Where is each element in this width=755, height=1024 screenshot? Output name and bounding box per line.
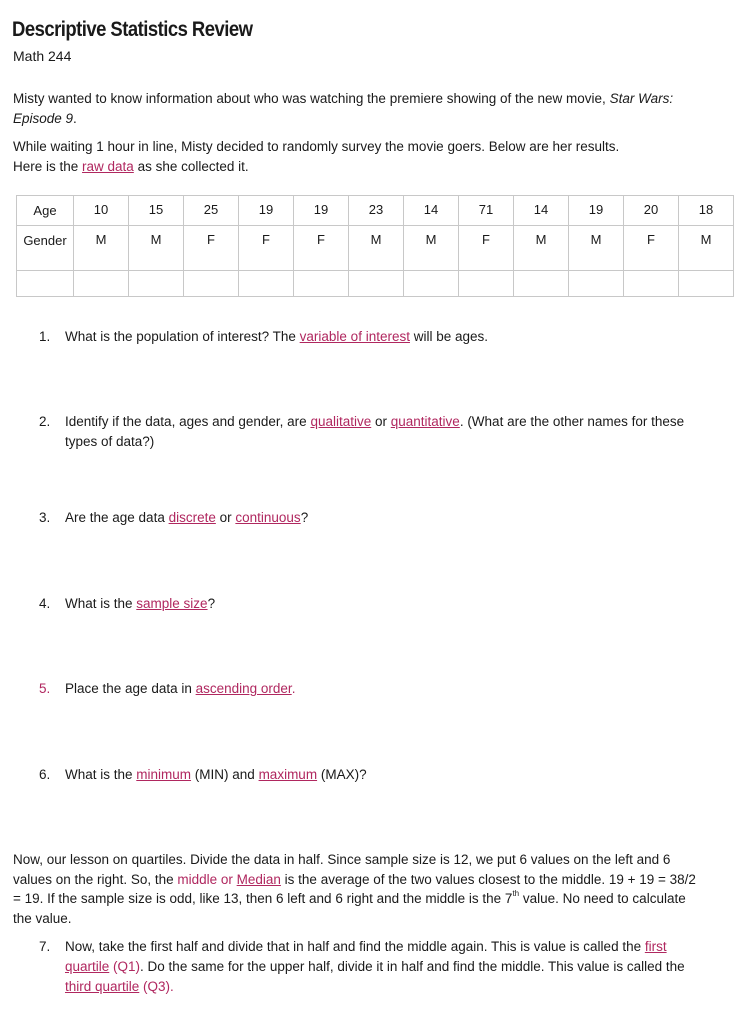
empty-cell bbox=[239, 271, 294, 297]
raw-data-link[interactable]: raw data bbox=[82, 158, 134, 174]
gender-cell: F bbox=[239, 226, 294, 271]
gender-cell: M bbox=[404, 226, 459, 271]
quartiles-text: is the average of the two values closest to the middle. 19 + 19 = 38/2 = 19. If the sample size is odd, like 13, then 6 left and 6 right and the middle is the 7 bbox=[13, 871, 696, 906]
middle-text: middle or bbox=[177, 871, 237, 887]
age-cell: 14 bbox=[404, 196, 459, 226]
question-text: Identify if the data, ages and gender, are bbox=[65, 414, 311, 429]
gender-cell: M bbox=[349, 226, 404, 271]
question-text: or bbox=[215, 510, 236, 525]
question-6 bbox=[39, 765, 699, 785]
gender-cell: F bbox=[624, 226, 679, 271]
empty-cell bbox=[129, 271, 184, 297]
question-text: (MIN) and bbox=[191, 767, 259, 782]
discrete-link[interactable]: discrete bbox=[168, 510, 216, 525]
age-cell: 25 bbox=[184, 196, 239, 226]
intro-paragraph bbox=[13, 89, 713, 128]
intro2-prefix: Here is the bbox=[13, 158, 83, 174]
variable-of-interest-link[interactable]: variable of interest bbox=[299, 329, 410, 344]
question-text: (MAX)? bbox=[317, 767, 367, 782]
question-4 bbox=[39, 594, 699, 614]
quantitative-link[interactable]: quantitative bbox=[390, 414, 460, 429]
age-cell: 20 bbox=[624, 196, 679, 226]
age-cell: 15 bbox=[129, 196, 184, 226]
intro-text: Misty wanted to know information about who was watching the premiere showing of the new movie, bbox=[13, 91, 610, 106]
question-text: Are the age data bbox=[65, 510, 169, 525]
q3-label: (Q3). bbox=[139, 979, 174, 994]
question-text: What is the population of interest? The bbox=[65, 329, 300, 344]
gender-cell: M bbox=[679, 226, 734, 271]
question-text: ? bbox=[207, 596, 216, 611]
median-link[interactable]: Median bbox=[236, 871, 281, 887]
gender-cell: M bbox=[74, 226, 129, 271]
question-number: 2. bbox=[39, 414, 51, 429]
age-label: Age bbox=[17, 196, 74, 226]
question-7 bbox=[39, 937, 699, 997]
age-cell: 19 bbox=[294, 196, 349, 226]
question-text: or bbox=[371, 414, 391, 429]
gender-label: Gender bbox=[17, 226, 74, 271]
movie-title: Star Wars: Episode 9 bbox=[13, 91, 674, 126]
empty-cell bbox=[404, 271, 459, 297]
question-number: 4. bbox=[39, 596, 51, 611]
question-text: ? bbox=[300, 510, 309, 525]
quartiles-text: value. No need to calculate the value. bbox=[13, 891, 686, 926]
ascending-order-link[interactable]: ascending order bbox=[195, 681, 292, 696]
question-number: 6. bbox=[39, 767, 51, 782]
empty-cell bbox=[74, 271, 129, 297]
course-name: Math 244 bbox=[13, 48, 72, 64]
question-5 bbox=[39, 679, 699, 699]
empty-cell bbox=[679, 271, 734, 297]
empty-cell bbox=[514, 271, 569, 297]
question-number: 1. bbox=[39, 329, 51, 344]
intro2-suffix: as she collected it. bbox=[133, 158, 249, 174]
age-cell: 19 bbox=[239, 196, 294, 226]
question-2 bbox=[39, 412, 699, 451]
page-title: Descriptive Statistics Review bbox=[12, 18, 253, 41]
superscript: th bbox=[512, 889, 520, 898]
question-text: will be ages. bbox=[409, 329, 489, 344]
age-cell: 18 bbox=[679, 196, 734, 226]
age-cell: 23 bbox=[349, 196, 404, 226]
first-quartile-link[interactable]: first quartile bbox=[65, 939, 667, 974]
age-cell: 71 bbox=[459, 196, 514, 226]
raw-data-table bbox=[16, 195, 734, 297]
question-number: 5. bbox=[39, 681, 51, 696]
empty-cell bbox=[184, 271, 239, 297]
question-3 bbox=[39, 508, 699, 528]
empty-cell bbox=[349, 271, 404, 297]
age-cell: 19 bbox=[569, 196, 624, 226]
third-quartile-link[interactable]: third quartile bbox=[65, 979, 140, 994]
question-text: Place the age data in bbox=[65, 681, 196, 696]
table-row-gender bbox=[17, 226, 734, 271]
question-text: . (What are the other names for these types of data?) bbox=[65, 414, 685, 449]
question-number: 7. bbox=[39, 939, 51, 954]
gender-cell: F bbox=[459, 226, 514, 271]
question-text: . Do the same for the upper half, divide it in half and find the middle. This value is called the bbox=[140, 959, 685, 974]
question-number: 3. bbox=[39, 510, 51, 525]
q1-label: (Q1) bbox=[109, 959, 141, 974]
empty-cell bbox=[624, 271, 679, 297]
empty-cell bbox=[569, 271, 624, 297]
quartiles-paragraph bbox=[13, 850, 703, 928]
table-row-empty bbox=[17, 271, 734, 297]
gender-cell: M bbox=[129, 226, 184, 271]
gender-cell: F bbox=[184, 226, 239, 271]
empty-cell bbox=[17, 271, 74, 297]
question-text: What is the bbox=[65, 596, 137, 611]
age-cell: 10 bbox=[74, 196, 129, 226]
intro-end: . bbox=[73, 110, 77, 126]
empty-cell bbox=[459, 271, 514, 297]
sample-size-link[interactable]: sample size bbox=[136, 596, 208, 611]
gender-cell: M bbox=[569, 226, 624, 271]
empty-cell bbox=[294, 271, 349, 297]
gender-cell: F bbox=[294, 226, 349, 271]
intro2-paragraph bbox=[13, 137, 713, 176]
question-text: . bbox=[291, 681, 296, 696]
age-cell: 14 bbox=[514, 196, 569, 226]
question-text: Now, take the first half and divide that in half and find the middle again. This is value is called the bbox=[65, 939, 645, 954]
gender-cell: M bbox=[514, 226, 569, 271]
quartiles-text: Now, our lesson on quartiles. Divide the data in half. Since sample size is 12, we put 6 values on the left and 6 values on the right. So, the bbox=[13, 852, 671, 887]
question-1 bbox=[39, 327, 699, 347]
qualitative-link[interactable]: qualitative bbox=[310, 414, 372, 429]
question-text: What is the bbox=[65, 767, 137, 782]
continuous-link[interactable]: continuous bbox=[235, 510, 301, 525]
minimum-link[interactable]: minimum bbox=[136, 767, 192, 782]
intro2-line: While waiting 1 hour in line, Misty decided to randomly survey the movie goers. Below are her results. bbox=[13, 139, 620, 154]
table-row-age bbox=[17, 196, 734, 226]
maximum-link[interactable]: maximum bbox=[258, 767, 318, 782]
